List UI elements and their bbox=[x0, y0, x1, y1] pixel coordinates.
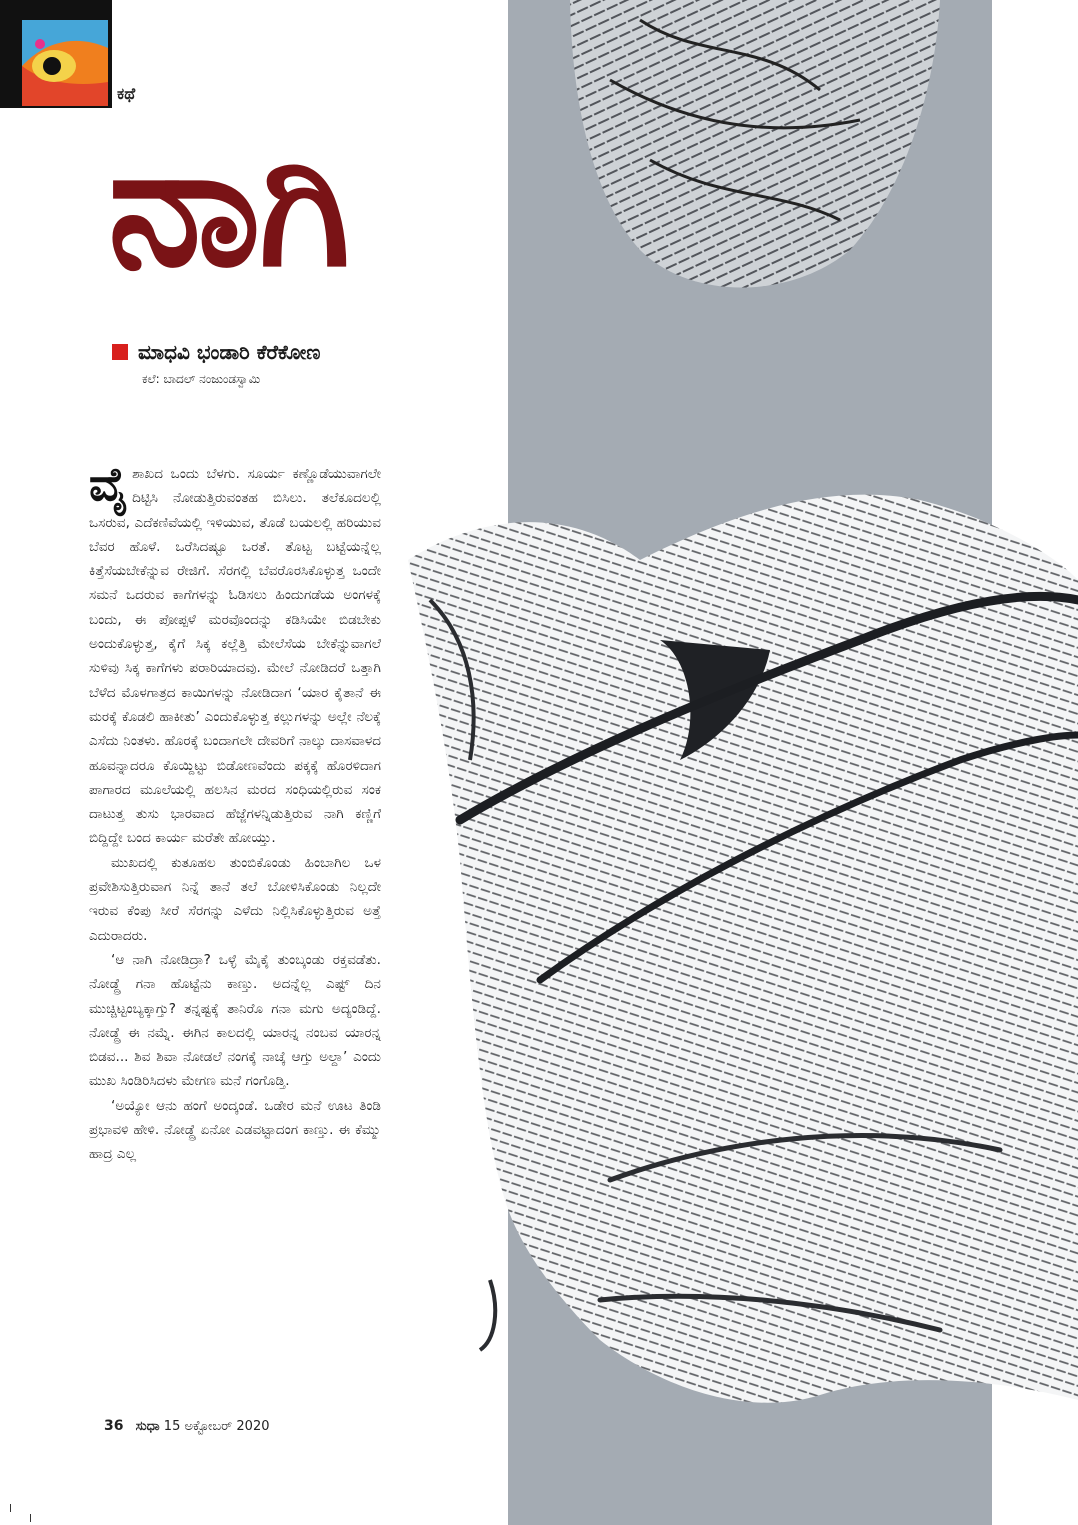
author-name: ಮಾಧವಿ ಭಂಡಾರಿ ಕೆರೆಕೋಣ bbox=[138, 340, 321, 364]
red-square-icon bbox=[112, 344, 128, 360]
paragraph: ‘ಆ ನಾಗಿ ನೋಡಿದ್ರಾ? ಒಳ್ಳೆ ಮೈಕೈ ತುಂಬ್ಕಂಡು ರಕ್ತವಡೆತು. ನೋಡ್ದ್ರೆ ಗನಾ ಹೊಟ್ಟೆನು ಕಾಣ್ತು. ಅದನ್ನೆಲ್ಲ ಎಷ್ಟ್ ದಿನ ಮುಚ್ಚಿಟ್ಟಂಬ್ಯಕ್ಕಾಗ್ತು? ತನ್ನಷ್ಟಕ್ಕೆ ತಾನಿರೊ ಗನಾ ಮಗು ಅದ್ಯಂಡಿದ್ದೆ. ನೋಡ್ದ್ರೆ ಈ ನಮ್ನೆ. ಈಗಿನ ಕಾಲದಲ್ಲಿ ಯಾರನ್ನ ನಂಬವ ಯಾರನ್ನ ಬಿಡವ... ಶಿವ ಶಿವಾ ನೋಡಲೆ ನಂಗಕ್ಕೆ ನಾಚ್ಕೆ ಆಗ್ತು ಅಲ್ದಾ’ ಎಂದು ಮುಖ ಸಿಂಡಿರಿಸಿದಳು ಮೇಗಣ ಮನೆ ಗಂಗೊಡ್ತಿ. bbox=[89, 951, 381, 1090]
story-title: ನಾಗಿ bbox=[108, 108, 349, 304]
paragraph bbox=[89, 457, 381, 851]
art-credit: ಕಲೆ: ಬಾದಲ್ ನಂಜುಂಡಸ್ವಾಮಿ bbox=[142, 372, 261, 386]
paragraph: ‘ಅಯ್ಯೋ ಆನು ಹಂಗೆ ಅಂದ್ಕಂಡೆ. ಒಡೇರ ಮನೆ ಊಟ ತಿಂಡಿ ಪ್ರಭಾವಳಿ ಹೇಳಿ. ನೋಡ್ದ್ರೆ ಏನೋ ಎಡವಟ್ಟಾದಂಗ ಕಾಣ್ತು. ಈ ಕೆಮ್ಮು ಹಾದ್ರ ಎಲ್ಲ bbox=[89, 1097, 381, 1163]
story-body bbox=[89, 457, 381, 1167]
section-label: ಕಥೆ bbox=[117, 84, 136, 103]
page-footer bbox=[104, 1418, 270, 1434]
paragraph: ಮುಖದಲ್ಲಿ ಕುತೂಹಲ ತುಂಬಿಕೊಂಡು ಹಿಂಬಾಗಿಲ ಒಳ ಪ್ರವೇಶಿಸುತ್ತಿರುವಾಗ ನಿನ್ನೆ ತಾನೆ ತಲೆ ಬೋಳಿಸಿಕೊಂಡು ನಿಲ್ಲದೇ ಇರುವ ಕೆಂಪು ಸೀರೆ ಸೆರಗನ್ನು ಎಳೆದು ನಿಲ್ಲಿಸಿಕೊಳ್ಳುತ್ತಿರುವ ಅತ್ತೆ ಎದುರಾದರು. bbox=[89, 854, 381, 944]
crop-mark bbox=[10, 1504, 11, 1512]
page-number: 36 bbox=[104, 1418, 124, 1434]
issue-date: 15 ಅಕ್ಟೋಬರ್ 2020 bbox=[163, 1419, 270, 1434]
author-line bbox=[112, 340, 320, 364]
section-logo bbox=[0, 0, 112, 108]
large-sketch-mass bbox=[408, 495, 1078, 1403]
crop-mark bbox=[30, 1514, 31, 1522]
magazine-name: ಸುಧಾ bbox=[135, 1419, 160, 1434]
drop-cap: ವೈ bbox=[89, 457, 129, 511]
paragraph-text: ಶಾಖದ ಒಂದು ಬೆಳಗು. ಸೂರ್ಯ ಕಣ್ಣೊಡೆಯುವಾಗಲೇ ದಿಟ್ಟಿಸಿ ನೋಡುತ್ತಿರುವಂತಹ ಬಿಸಿಲು. ತಲೆಕೂದಲಲ್ಲಿ ಒಸರುವ, ಎದೆಕಣಿವೆಯಲ್ಲಿ ಇಳಿಯುವ, ತೊಡೆ ಬಯಲಲ್ಲಿ ಹರಿಯುವ ಬೆವರ ಹೊಳೆ. ಒರೆಸಿದಷ್ಟೂ ಒರತೆ. ತೊಟ್ಟ ಬಟ್ಟೆಯನ್ನೆಲ್ಲ ಕಿತ್ತೆಸೆಯಬೇಕೆನ್ನುವ ರೇಜಿಗೆ. ಸೆರಗಲ್ಲಿ ಬೆವರೊರಸಿಕೊಳ್ಳುತ್ತ ಒಂದೇ ಸಮನೆ ಒದರುವ ಕಾಗೆಗಳನ್ನು ಓಡಿಸಲು ಹಿಂದುಗಡೆಯ ಅಂಗಳಕ್ಕೆ ಬಂದು, ಈ ಪೋಪ್ಪಳೆ ಮರವೊಂದನ್ನು ಕಡಿಸಿಯೇ ಬಿಡಬೇಕು ಅಂದುಕೊಳ್ಳುತ್ತ, ಕೈಗೆ ಸಿಕ್ಕ ಕಲ್ಲೆತ್ತಿ ಮೇಲೆಸೆಯ ಬೇಕೆನ್ನುವಾಗಲೆ ಸುಳಿವು ಸಿಕ್ಕ ಕಾಗೆಗಳು ಪರಾರಿಯಾದವು. ಮೇಲೆ ನೋಡಿದರೆ ಒತ್ತಾಗಿ ಬೆಳೆದ ಮೊಳಗಾತ್ರದ ಕಾಯಿಗಳನ್ನು ನೋಡಿದಾಗ ‘ಯಾರ ಕೈತಾನೆ ಈ ಮರಕ್ಕೆ ಕೊಡಲಿ ಹಾಕೀತು’ ಎಂದುಕೊಳ್ಳುತ್ತ ಕಲ್ಲುಗಳನ್ನು ಅಲ್ಲೇ ನೆಲಕ್ಕೆ ಎಸೆದು ನಿಂತಳು. ಹೊರಕ್ಕೆ ಬಂದಾಗಲೇ ದೇವರಿಗೆ ನಾಲ್ಕು ದಾಸವಾಳದ ಹೂವನ್ನಾದರೂ ಕೊಯ್ದಿಟ್ಟು ಬಿಡೋಣವೆಂದು ಪಕ್ಕಕ್ಕೆ ಹೊರಳಿದಾಗ ಪಾಗಾರದ ಮೂಲೆಯಲ್ಲಿ ಹಲಸಿನ ಮರದ ಸಂಧಿಯಲ್ಲಿರುವ ಸಂಕ ದಾಟುತ್ತ ತುಸು ಭಾರವಾದ ಹೆಜ್ಜೆಗಳನ್ನಿಡುತ್ತಿರುವ ನಾಗಿ ಕಣ್ಣಿಗೆ ಬಿದ್ದಿದ್ದೇ ಬಂದ ಕಾರ್ಯ ಮರೆತೇ ಹೋಯ್ತು. bbox=[89, 466, 381, 847]
top-sketch-blob bbox=[570, 0, 940, 288]
